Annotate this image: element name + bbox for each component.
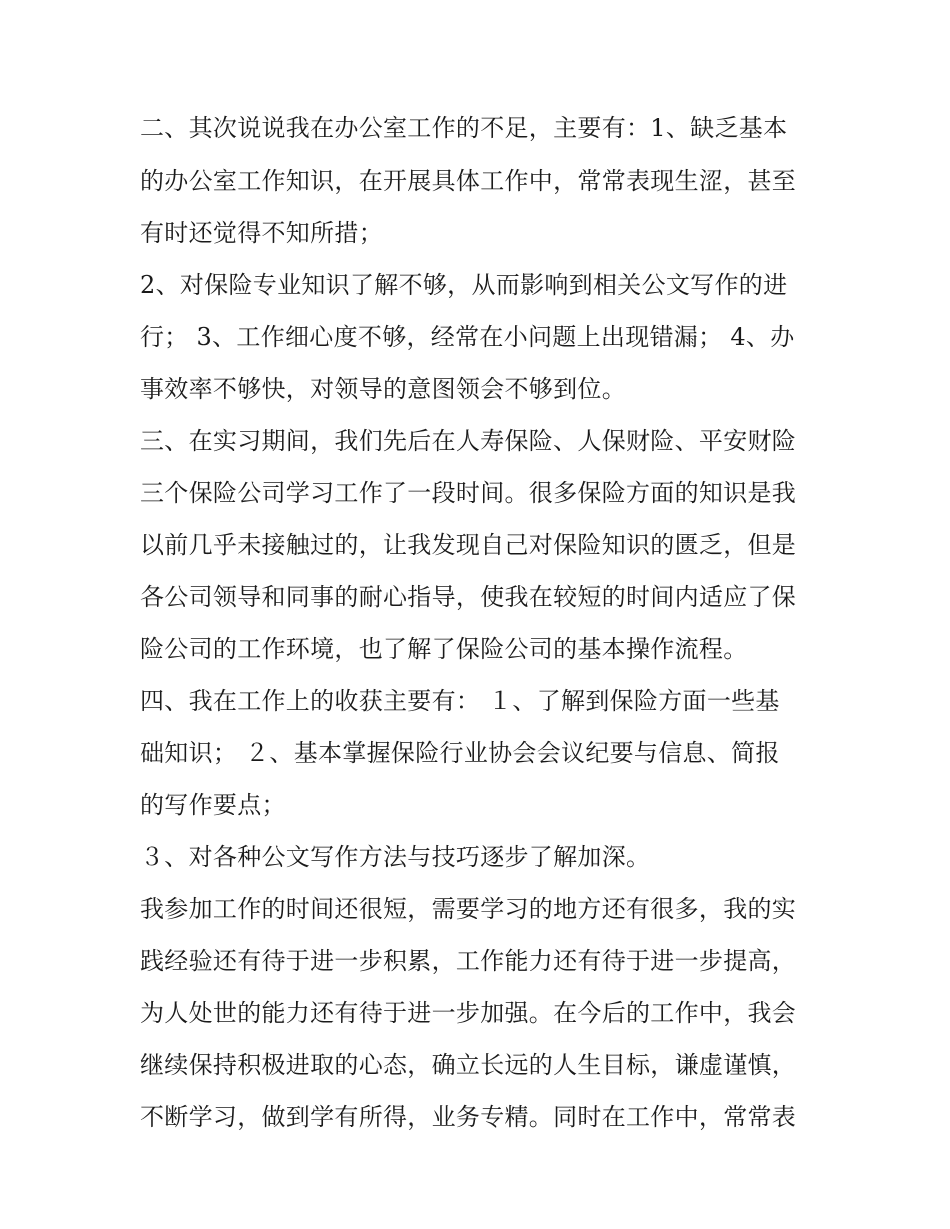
text-line: 的办公室工作知识，在开展具体工作中，常常表现生涩，甚至 <box>140 167 797 195</box>
text-line: 础知识； ２、基本掌握保险行业协会会议纪要与信息、简报 <box>140 739 780 767</box>
text-line: 事效率不够快，对领导的意图领会不够到位。 <box>140 375 626 403</box>
text-line: 有时还觉得不知所措； <box>140 219 383 247</box>
text-line: 行； 3、工作细心度不够，经常在小问题上出现错漏； 4、办 <box>140 323 795 351</box>
text-line: 以前几乎未接触过的，让我发现自己对保险知识的匮乏，但是 <box>140 531 797 559</box>
text-line: 险公司的工作环境，也了解了保险公司的基本操作流程。 <box>140 635 748 663</box>
text-line: 三、在实习期间，我们先后在人寿保险、人保财险、平安财险 <box>140 427 797 455</box>
text-line: 各公司领导和同事的耐心指导，使我在较短的时间内适应了保 <box>140 583 797 611</box>
text-line: 继续保持积极进取的心态，确立长远的人生目标，谦虚谨慎， <box>140 1051 797 1079</box>
text-line: 四、我在工作上的收获主要有： １、了解到保险方面一些基 <box>140 687 780 715</box>
text-line: 践经验还有待于进一步积累，工作能力还有待于进一步提高， <box>140 947 797 975</box>
text-line: 为人处世的能力还有待于进一步加强。在今后的工作中，我会 <box>140 999 797 1027</box>
text-line: 二、其次说说我在办公室工作的不足，主要有：1、缺乏基本 <box>140 114 788 142</box>
text-line: 三个保险公司学习工作了一段时间。很多保险方面的知识是我 <box>140 479 797 507</box>
text-line: 的写作要点； <box>140 791 286 819</box>
text-line: 不断学习，做到学有所得，业务专精。同时在工作中，常常表 <box>140 1103 797 1131</box>
text-line: 我参加工作的时间还很短，需要学习的地方还有很多，我的实 <box>140 895 797 923</box>
text-line: 2、对保险专业知识了解不够，从而影响到相关公文写作的进 <box>140 271 788 299</box>
text-line: ３、对各种公文写作方法与技巧逐步了解加深。 <box>140 843 651 871</box>
